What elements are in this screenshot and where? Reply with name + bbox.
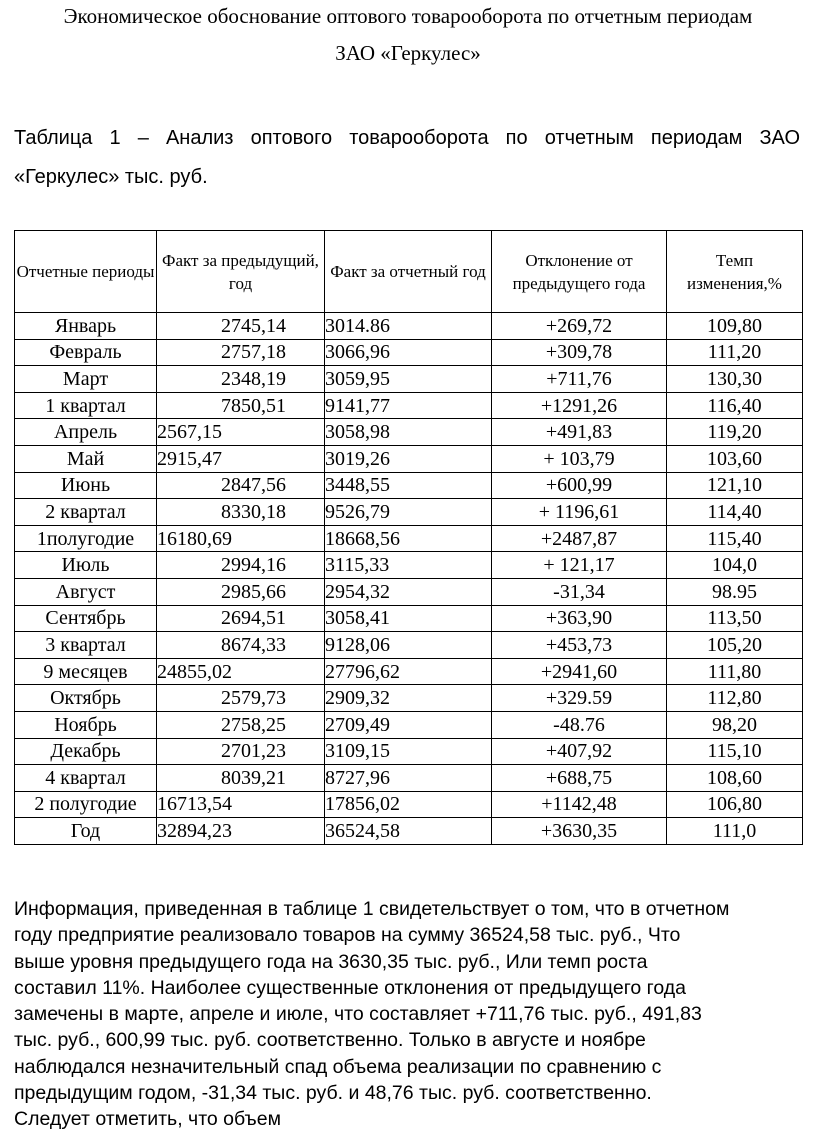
previous-year-cell: 2915,47 (157, 445, 325, 472)
deviation-cell: -31,34 (492, 578, 667, 605)
table-row (15, 392, 803, 419)
change-rate-cell: 98.95 (667, 578, 803, 605)
deviation-cell: +1142,48 (492, 791, 667, 818)
period-cell: Март (15, 366, 157, 393)
period-cell: Год (15, 818, 157, 845)
change-rate-cell: 108,60 (667, 765, 803, 792)
period-cell: 3 квартал (15, 632, 157, 659)
current-year-cell: 2909,32 (325, 685, 492, 712)
current-year-cell: 3058,41 (325, 605, 492, 632)
previous-year-cell: 2701,23 (157, 738, 325, 765)
period-cell: Май (15, 445, 157, 472)
previous-year-cell: 2758,25 (157, 711, 325, 738)
period-cell: Сентябрь (15, 605, 157, 632)
previous-year-cell: 16180,69 (157, 525, 325, 552)
previous-year-cell: 2847,56 (157, 472, 325, 499)
current-year-cell: 8727,96 (325, 765, 492, 792)
table-row (15, 685, 803, 712)
current-year-cell: 2709,49 (325, 711, 492, 738)
analysis-text (14, 896, 804, 1133)
text-line: тыс. руб., 600,99 тыс. руб. соответственно. Только в августе и ноябре (14, 1029, 646, 1052)
table-row (15, 605, 803, 632)
column-header: Темп изменения,% (667, 231, 803, 313)
change-rate-cell: 111,20 (667, 339, 803, 366)
previous-year-cell: 8330,18 (157, 499, 325, 526)
table-row (15, 472, 803, 499)
current-year-cell: 3448,55 (325, 472, 492, 499)
deviation-cell: +600,99 (492, 472, 667, 499)
table-row (15, 499, 803, 526)
table-row (15, 765, 803, 792)
previous-year-cell: 2567,15 (157, 419, 325, 446)
period-cell: 1полугодие (15, 525, 157, 552)
text-line: составил 11%. Наиболее существенные отклонения от предыдущего года (14, 976, 686, 999)
previous-year-cell: 8039,21 (157, 765, 325, 792)
deviation-cell: +3630,35 (492, 818, 667, 845)
current-year-cell: 27796,62 (325, 658, 492, 685)
deviation-cell: +711,76 (492, 366, 667, 393)
previous-year-cell: 2985,66 (157, 578, 325, 605)
table-row (15, 658, 803, 685)
current-year-cell: 3109,15 (325, 738, 492, 765)
change-rate-cell: 111,80 (667, 658, 803, 685)
deviation-cell: +2941,60 (492, 658, 667, 685)
text-line: замечены в марте, апреле и июле, что составляет +711,76 тыс. руб., 491,83 (14, 1003, 702, 1026)
company-name: ЗАО «Геркулес» (335, 41, 481, 65)
deviation-cell: + 1196,61 (492, 499, 667, 526)
change-rate-cell: 114,40 (667, 499, 803, 526)
document-title: Экономическое обоснование оптового товарооборота по отчетным периодам (63, 4, 753, 28)
current-year-cell: 3059,95 (325, 366, 492, 393)
period-cell: Апрель (15, 419, 157, 446)
deviation-cell: +2487,87 (492, 525, 667, 552)
previous-year-cell: 2348,19 (157, 366, 325, 393)
text-line: выше уровня предыдущего года на 3630,35 тыс. руб., Или темп роста (14, 950, 648, 973)
previous-year-cell: 32894,23 (157, 818, 325, 845)
deviation-cell: + 103,79 (492, 445, 667, 472)
period-cell: Июнь (15, 472, 157, 499)
previous-year-cell: 2579,73 (157, 685, 325, 712)
period-cell: 9 месяцев (15, 658, 157, 685)
deviation-cell: +269,72 (492, 313, 667, 340)
deviation-cell: +309,78 (492, 339, 667, 366)
period-cell: 4 квартал (15, 765, 157, 792)
period-cell: 2 полугодие (15, 791, 157, 818)
change-rate-cell: 115,10 (667, 738, 803, 765)
text-line: году предприятие реализовало товаров на сумму 36524,58 тыс. руб., Что (14, 924, 681, 947)
current-year-cell: 2954,32 (325, 578, 492, 605)
current-year-cell: 9526,79 (325, 499, 492, 526)
table-row (15, 552, 803, 579)
current-year-cell: 17856,02 (325, 791, 492, 818)
column-header: Отклонение от предыдущего года (492, 231, 667, 313)
table-row (15, 711, 803, 738)
change-rate-cell: 113,50 (667, 605, 803, 632)
current-year-cell: 3014.86 (325, 313, 492, 340)
deviation-cell: + 121,17 (492, 552, 667, 579)
change-rate-cell: 109,80 (667, 313, 803, 340)
current-year-cell: 9128,06 (325, 632, 492, 659)
table-row (15, 445, 803, 472)
previous-year-cell: 16713,54 (157, 791, 325, 818)
change-rate-cell: 115,40 (667, 525, 803, 552)
table-row (15, 525, 803, 552)
current-year-cell: 9141,77 (325, 392, 492, 419)
table-row (15, 313, 803, 340)
deviation-cell: +1291,26 (492, 392, 667, 419)
table-row (15, 791, 803, 818)
turnover-table (14, 230, 803, 845)
current-year-cell: 18668,56 (325, 525, 492, 552)
previous-year-cell: 2757,18 (157, 339, 325, 366)
previous-year-cell: 8674,33 (157, 632, 325, 659)
column-header: Факт за предыдущий, год (157, 231, 325, 313)
deviation-cell: +407,92 (492, 738, 667, 765)
current-year-cell: 3058,98 (325, 419, 492, 446)
text-line: Следует отметить, что объем (14, 1108, 281, 1131)
table-row (15, 632, 803, 659)
period-cell: 1 квартал (15, 392, 157, 419)
previous-year-cell: 2745,14 (157, 313, 325, 340)
deviation-cell: +491,83 (492, 419, 667, 446)
change-rate-cell: 104,0 (667, 552, 803, 579)
change-rate-cell: 112,80 (667, 685, 803, 712)
deviation-cell: -48.76 (492, 711, 667, 738)
previous-year-cell: 2694,51 (157, 605, 325, 632)
deviation-cell: +688,75 (492, 765, 667, 792)
text-line: наблюдался незначительный спад объема реализации по сравнению с (14, 1055, 662, 1078)
period-cell: Январь (15, 313, 157, 340)
change-rate-cell: 111,0 (667, 818, 803, 845)
table-row (15, 578, 803, 605)
change-rate-cell: 98,20 (667, 711, 803, 738)
deviation-cell: +329.59 (492, 685, 667, 712)
period-cell: Октябрь (15, 685, 157, 712)
column-header: Факт за отчетный год (325, 231, 492, 313)
current-year-cell: 36524,58 (325, 818, 492, 845)
table-row (15, 419, 803, 446)
current-year-cell: 3019,26 (325, 445, 492, 472)
previous-year-cell: 24855,02 (157, 658, 325, 685)
change-rate-cell: 105,20 (667, 632, 803, 659)
table-row (15, 818, 803, 845)
change-rate-cell: 106,80 (667, 791, 803, 818)
table-header-row (15, 231, 803, 313)
deviation-cell: +453,73 (492, 632, 667, 659)
period-cell: Июль (15, 552, 157, 579)
change-rate-cell: 119,20 (667, 419, 803, 446)
period-cell: Ноябрь (15, 711, 157, 738)
table-row (15, 738, 803, 765)
period-cell: Август (15, 578, 157, 605)
period-cell: 2 квартал (15, 499, 157, 526)
period-cell: Февраль (15, 339, 157, 366)
text-line: предыдущим годом, -31,34 тыс. руб. и 48,76 тыс. руб. соответственно. (14, 1082, 652, 1105)
deviation-cell: +363,90 (492, 605, 667, 632)
period-cell: Декабрь (15, 738, 157, 765)
previous-year-cell: 2994,16 (157, 552, 325, 579)
previous-year-cell: 7850,51 (157, 392, 325, 419)
current-year-cell: 3115,33 (325, 552, 492, 579)
table-row (15, 366, 803, 393)
column-header: Отчетные периоды (15, 231, 157, 313)
table-caption: Таблица 1 – Анализ оптового товарооборота по отчетным периодам ЗАО «Геркулес» тыс. руб. (14, 127, 800, 188)
change-rate-cell: 103,60 (667, 445, 803, 472)
change-rate-cell: 130,30 (667, 366, 803, 393)
table-row (15, 339, 803, 366)
change-rate-cell: 116,40 (667, 392, 803, 419)
text-line: Информация, приведенная в таблице 1 свидетельствует о том, что в отчетном (14, 898, 730, 920)
current-year-cell: 3066,96 (325, 339, 492, 366)
change-rate-cell: 121,10 (667, 472, 803, 499)
